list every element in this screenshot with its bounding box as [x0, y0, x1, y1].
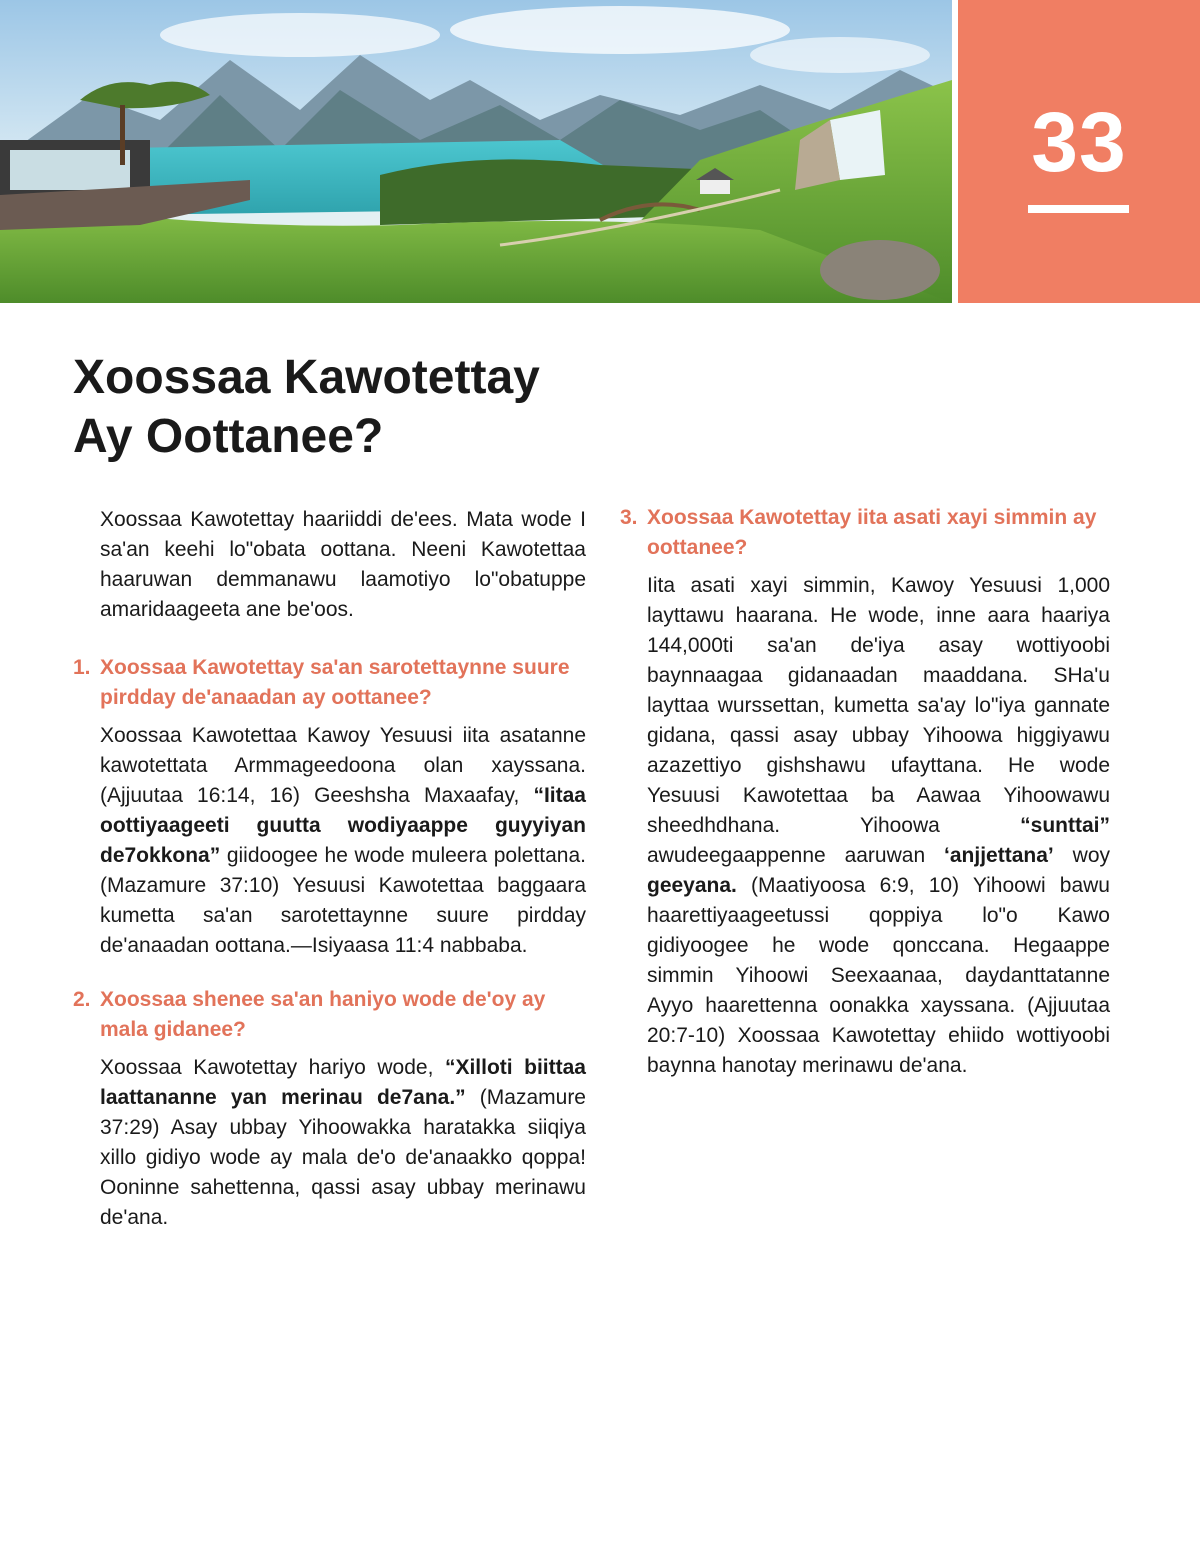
answer-text: Xoossaa Kawotettaa Kawoy Yesuusi iita asatanne kawotettata Armmageedoona olan xayssana. (Ajjuutaa 16:14, 16) Geeshsha Maxaafay, [100, 724, 586, 807]
answer-text: awudeegaappenne aaruwan [647, 844, 945, 867]
intro-paragraph: Xoossaa Kawotettay haariiddi de'ees. Mata wode I sa'an keehi lo"obata oottana. Neeni Kawotettaa haaruwan demmanawu laamotiyo lo"obatuppe amaridaageeta ane be'oos. [100, 508, 586, 621]
question-text: Xoossaa shenee sa'an haniyo wode de'oy ay mala gidanee? [100, 988, 546, 1041]
question-3 [620, 503, 1110, 563]
chapter-underline [1028, 205, 1129, 213]
answer-text: (Mazamure 37:29) Asay ubbay Yihoowakka haratakka siiqiya xillo gidiyo wode ay mala de'o de'anaakko qoppa! Ooninne sahettenna, qassi asay ubbay merinawu de'ana. [100, 1086, 586, 1229]
answer-quote: “Xilloti biittaa laattananne yan merinau de7ana.” [100, 1056, 586, 1109]
answer-text: Iita asati xayi simmin, Kawoy Yesuusi 1,000 layttawu haarana. He wode, inne aara haariya 144,000ti sa'an de'iya asay wottiyoobi baynnaagaa gidanaadan maaddana. SHa'u layttaa wurssettan, kumetta sa'ay lo"iya gannate gidana, qassi asay ubbay Yihoowa higgiyawu azazettiyo gishshawu ufayttana. He wode Yesuusi Kawotettaa ba Aawaa Yihoowawu sheedhdhana. Yihoowa [647, 574, 1110, 837]
answer-quote: “sunttai” [1020, 814, 1110, 837]
question-number: 2. [73, 988, 91, 1011]
answer-quote: ‘anjjettana’ [944, 844, 1054, 867]
answer-2 [100, 1053, 586, 1233]
question-number: 1. [73, 656, 91, 679]
question-text: Xoossaa Kawotettay sa'an sarotettaynne suure pirdday de'anaadan ay oottanee? [100, 656, 570, 709]
chapter-badge [958, 0, 1200, 303]
hero-image [0, 0, 952, 303]
question-1 [73, 653, 586, 713]
title-line-1: Xoossaa Kawotettay [73, 351, 540, 404]
question-text: Xoossaa Kawotettay iita asati xayi simmin ay oottanee? [647, 506, 1097, 559]
answer-quote: geeyana. [647, 874, 737, 897]
title-line-2: Ay Oottanee? [73, 410, 384, 463]
question-2 [73, 985, 586, 1045]
answer-1 [100, 721, 586, 961]
page-title [73, 348, 633, 466]
left-column [73, 505, 586, 1233]
answer-quote: “Iitaa oottiyaageeti guutta wodiyaappe guyyiyan de7okkona” [100, 784, 586, 867]
answer-text: Xoossaa Kawotettay hariyo wode, [100, 1056, 445, 1079]
right-column [620, 503, 1110, 1081]
answer-text: (Maatiyoosa 6:9, 10) Yihoowi bawu haarettiyaageetussi qoppiya lo"o Kawo gidiyoogee he wode qonccana. Hegaappe simmin Yihoowi Seexaanaa, daydanttatanne Ayyo haarettenna oonakka xayssana. (Ajjuutaa 20:7-10) Xoossaa Kawotettay ehiido wottiyoobi baynna hanotay merinawu de'ana. [647, 874, 1110, 1077]
answer-text: giidoogee he wode muleera polettana. (Mazamure 37:10) Yesuusi Kawotettaa baggaara kumetta sa'an sarotettaynne suure pirdday de'anaadan oottana.—Isiyaasa 11:4 nabbaba. [100, 844, 586, 957]
question-number: 3. [620, 506, 638, 529]
answer-text: woy [1053, 844, 1110, 867]
chapter-number: 33 [1031, 95, 1127, 189]
answer-3 [647, 571, 1110, 1081]
